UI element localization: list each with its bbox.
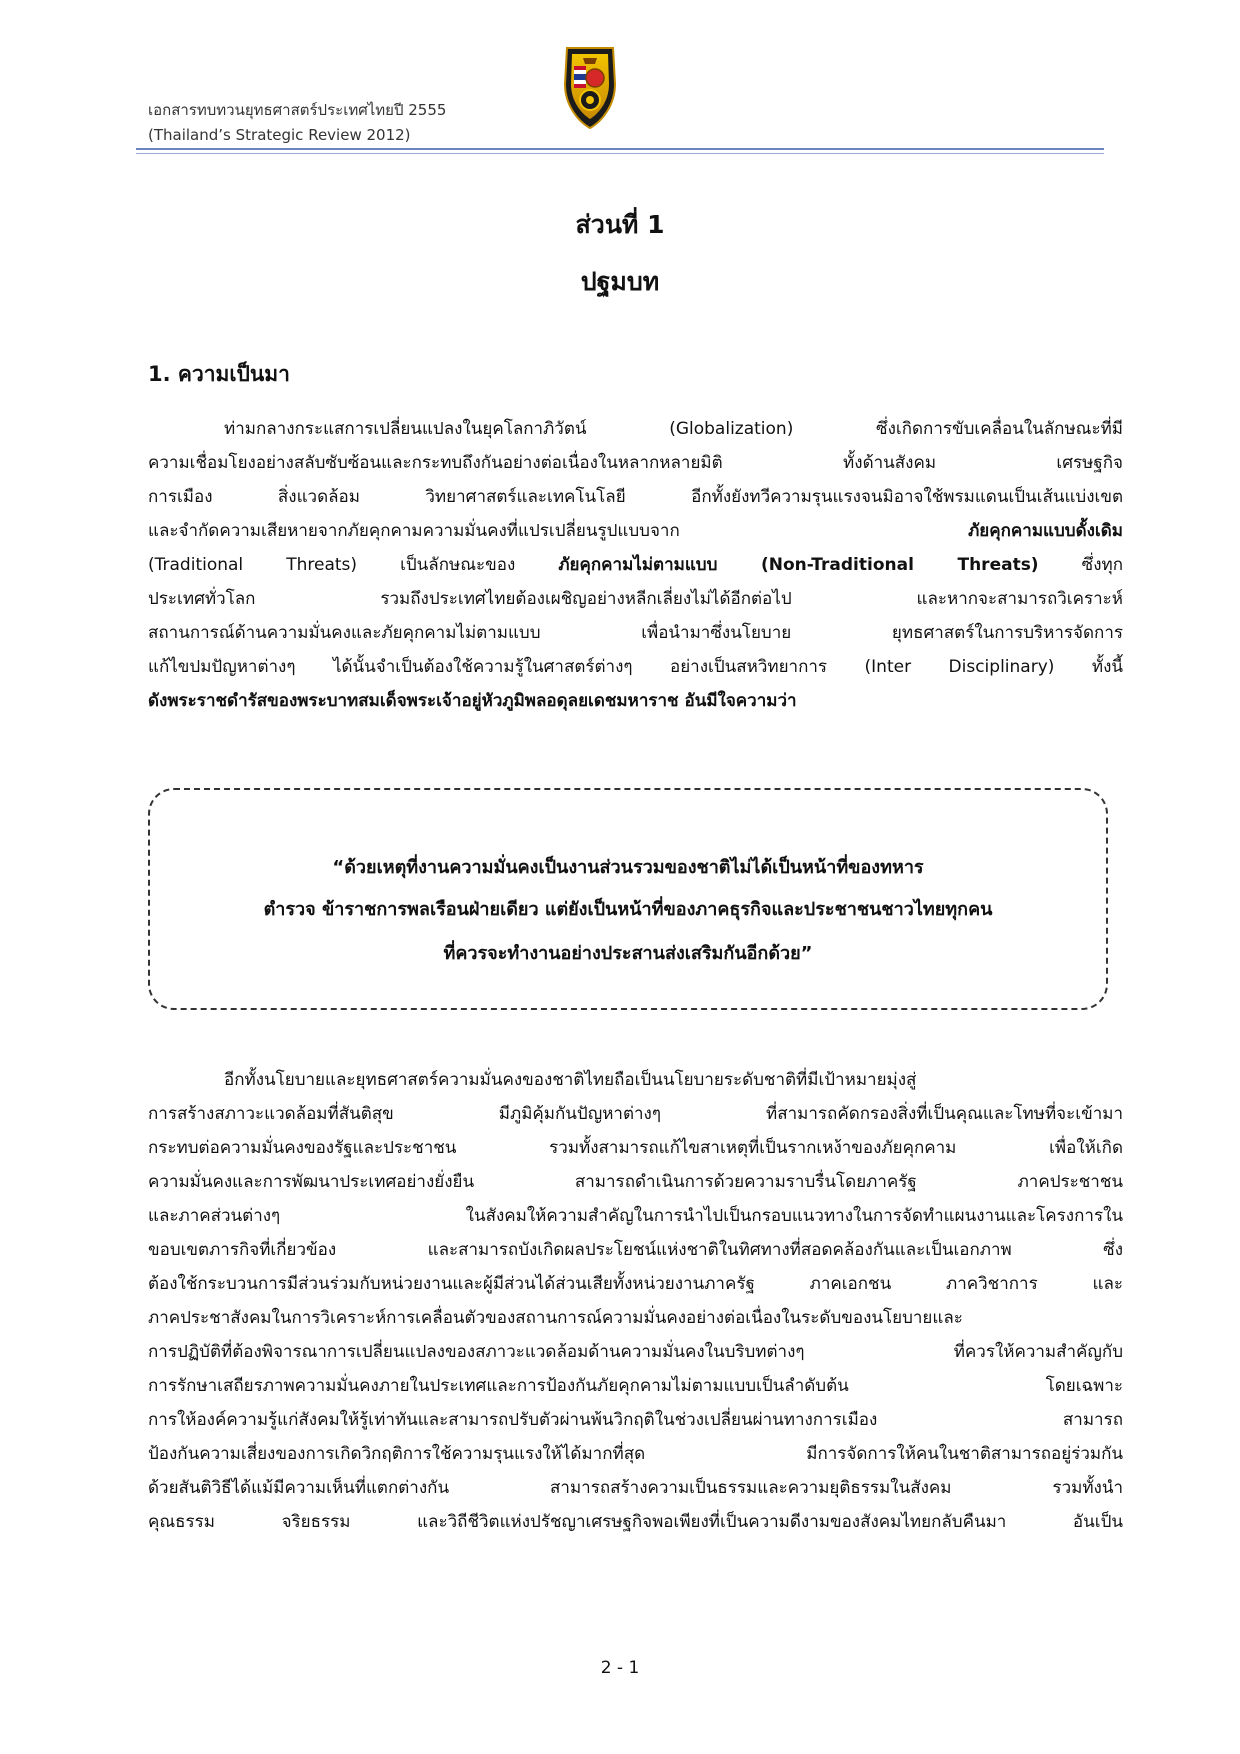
header-rule (136, 148, 1104, 150)
text-line: ประเทศทั่วโลก รวมถึงประเทศไทยต้องเผชิญอย่างหลีกเลี่ยงไม่ได้อีกต่อไป และหากจะสามารถวิเคราะห์ (148, 589, 1123, 609)
text-line (148, 548, 1123, 582)
bold-term: ภัยคุกคามไม่ตามแบบ (Non-Traditional Threats) (558, 555, 1039, 575)
document-title-th: เอกสารทบทวนยุทธศาสตร์ประเทศไทยปี 2555 (148, 101, 447, 119)
quote-line: ที่ควรจะทำงานอย่างประสานส่งเสริมกันอีกด้วย” (443, 943, 813, 964)
text-line: คุณธรรม จริยธรรม และวิถีชีวิตแห่งปรัชญาเศรษฐกิจพอเพียงที่เป็นความดีงามของสังคมไทยกลับคืนมา อันเป็น (148, 1512, 1123, 1532)
text-line: แก้ไขปมปัญหาต่างๆ ได้นั้นจำเป็นต้องใช้ความรู้ในศาสตร์ต่างๆ อย่างเป็นสหวิทยาการ (Inter Disciplinary) ทั้งนี้ (148, 657, 1123, 677)
text-line: ขอบเขตภารกิจที่เกี่ยวข้อง และสามารถบังเกิดผลประโยชน์แห่งชาติในทิศทางที่สอดคล้องกันและเป็นเอกภาพ ซึ่ง (148, 1240, 1123, 1260)
text-line: และภาคส่วนต่างๆ ในสังคมให้ความสำคัญในการนำไปเป็นกรอบแนวทางในการจัดทำแผนงานและโครงการใน (148, 1206, 1123, 1226)
paragraph-security-policy (148, 1063, 1123, 1539)
text-line: ป้องกันความเสี่ยงของการเกิดวิกฤติการใช้ความรุนแรงให้ได้มากที่สุด มีการจัดการให้คนในชาติสามารถอยู่ร่วมกัน (148, 1444, 1123, 1464)
text-line: การให้องค์ความรู้แก่สังคมให้รู้เท่าทันและสามารถปรับตัวผ่านพ้นวิกฤติในช่วงเปลี่ยนผ่านทางการเมือง สามารถ (148, 1410, 1123, 1430)
bold-term: ภัยคุกคามแบบดั้งเดิม (968, 521, 1123, 541)
text-line: ดังพระราชดำรัสของพระบาทสมเด็จพระเจ้าอยู่หัวภูมิพลอดุลยเดชมหาราช อันมีใจความว่า (148, 691, 797, 711)
text-line: ท่ามกลางกระแสการเปลี่ยนแปลงในยุคโลกาภิวัตน์ (Globalization) ซึ่งเกิดการขับเคลื่อนในลักษณะที่มี (224, 419, 1123, 439)
section-number: ส่วนที่ 1 (575, 210, 665, 239)
header-rule-thin (136, 153, 1104, 154)
text-line: อีกทั้งนโยบายและยุทธศาสตร์ความมั่นคงของชาติไทยถือเป็นนโยบายระดับชาติที่มีเป้าหมายมุ่งสู่ (224, 1070, 917, 1090)
text-line: ต้องใช้กระบวนการมีส่วนร่วมกับหน่วยงานและผู้มีส่วนได้ส่วนเสียทั้งหน่วยงานภาครัฐ ภาคเอกชน ภาควิชาการ และ (148, 1274, 1123, 1294)
text-run: และจำกัดความเสียหายจากภัยคุกคามความมั่นคงที่แปรเปลี่ยนรูปแบบจาก (148, 521, 969, 541)
text-line: ภาคประชาสังคมในการวิเคราะห์การเคลื่อนตัวของสถานการณ์ความมั่นคงอย่างต่อเนื่องในระดับของนโยบายและ (148, 1308, 963, 1328)
text-line: สถานการณ์ด้านความมั่นคงและภัยคุกคามไม่ตามแบบ เพื่อนำมาซึ่งนโยบาย ยุทธศาสตร์ในการบริหารจัดการ (148, 623, 1123, 643)
text-line (148, 514, 1123, 548)
text-run: (Traditional Threats) เป็นลักษณะของ (148, 555, 559, 575)
text-run: ซึ่งทุก (1038, 555, 1123, 575)
quote-line: ตำรวจ ข้าราชการพลเรือนฝ่ายเดียว แต่ยังเป็นหน้าที่ของภาคธุรกิจและประชาชนชาวไทยทุกคน (263, 899, 993, 920)
text-line: ความเชื่อมโยงอย่างสลับซับซ้อนและกระทบถึงกันอย่างต่อเนื่องในหลากหลายมิติ ทั้งด้านสังคม เศรษฐกิจ (148, 453, 1123, 473)
text-line: การรักษาเสถียรภาพความมั่นคงภายในประเทศและการป้องกันภัยคุกคามไม่ตามแบบเป็นลำดับต้น โดยเฉพาะ (148, 1376, 1123, 1396)
text-line: การสร้างสภาวะแวดล้อมที่สันติสุข มีภูมิคุ้มกันปัญหาต่างๆ ที่สามารถคัดกรองสิ่งที่เป็นคุณและโทษที่จะเข้ามา (148, 1104, 1123, 1124)
text-line: ความมั่นคงและการพัฒนาประเทศอย่างยั่งยืน สามารถดำเนินการด้วยความราบรื่นโดยภาครัฐ ภาคประชาชน (148, 1172, 1123, 1192)
subsection-heading: 1. ความเป็นมา (148, 362, 290, 386)
page-number: 2 - 1 (600, 1658, 640, 1678)
text-line: ด้วยสันติวิธีได้แม้มีความเห็นที่แตกต่างกัน สามารถสร้างความเป็นธรรมและความยุติธรรมในสังคม รวมทั้งนำ (148, 1478, 1123, 1498)
text-line: กระทบต่อความมั่นคงของรัฐและประชาชน รวมทั้งสามารถแก้ไขสาเหตุที่เป็นรากเหง้าของภัยคุกคาม เพื่อให้เกิด (148, 1138, 1123, 1158)
text-line: การเมือง สิ่งแวดล้อม วิทยาศาสตร์และเทคโนโลยี อีกทั้งยังทวีความรุนแรงจนมิอาจใช้พรมแดนเป็นเส้นแบ่งเขต (148, 487, 1123, 507)
document-title-en: (Thailand’s Strategic Review 2012) (148, 126, 411, 144)
text-line: การปฏิบัติที่ต้องพิจารณาการเปลี่ยนแปลงของสภาวะแวดล้อมด้านความมั่นคงในบริบทต่างๆ ที่ควรให้ความสำคัญกับ (148, 1342, 1123, 1362)
quote-line: “ด้วยเหตุที่งานความมั่นคงเป็นงานส่วนรวมของชาติไม่ได้เป็นหน้าที่ของทหาร (332, 857, 924, 878)
paragraph-background (148, 412, 1123, 718)
military-emblem-icon (561, 44, 619, 130)
section-title: ปฐมบท (580, 267, 660, 296)
